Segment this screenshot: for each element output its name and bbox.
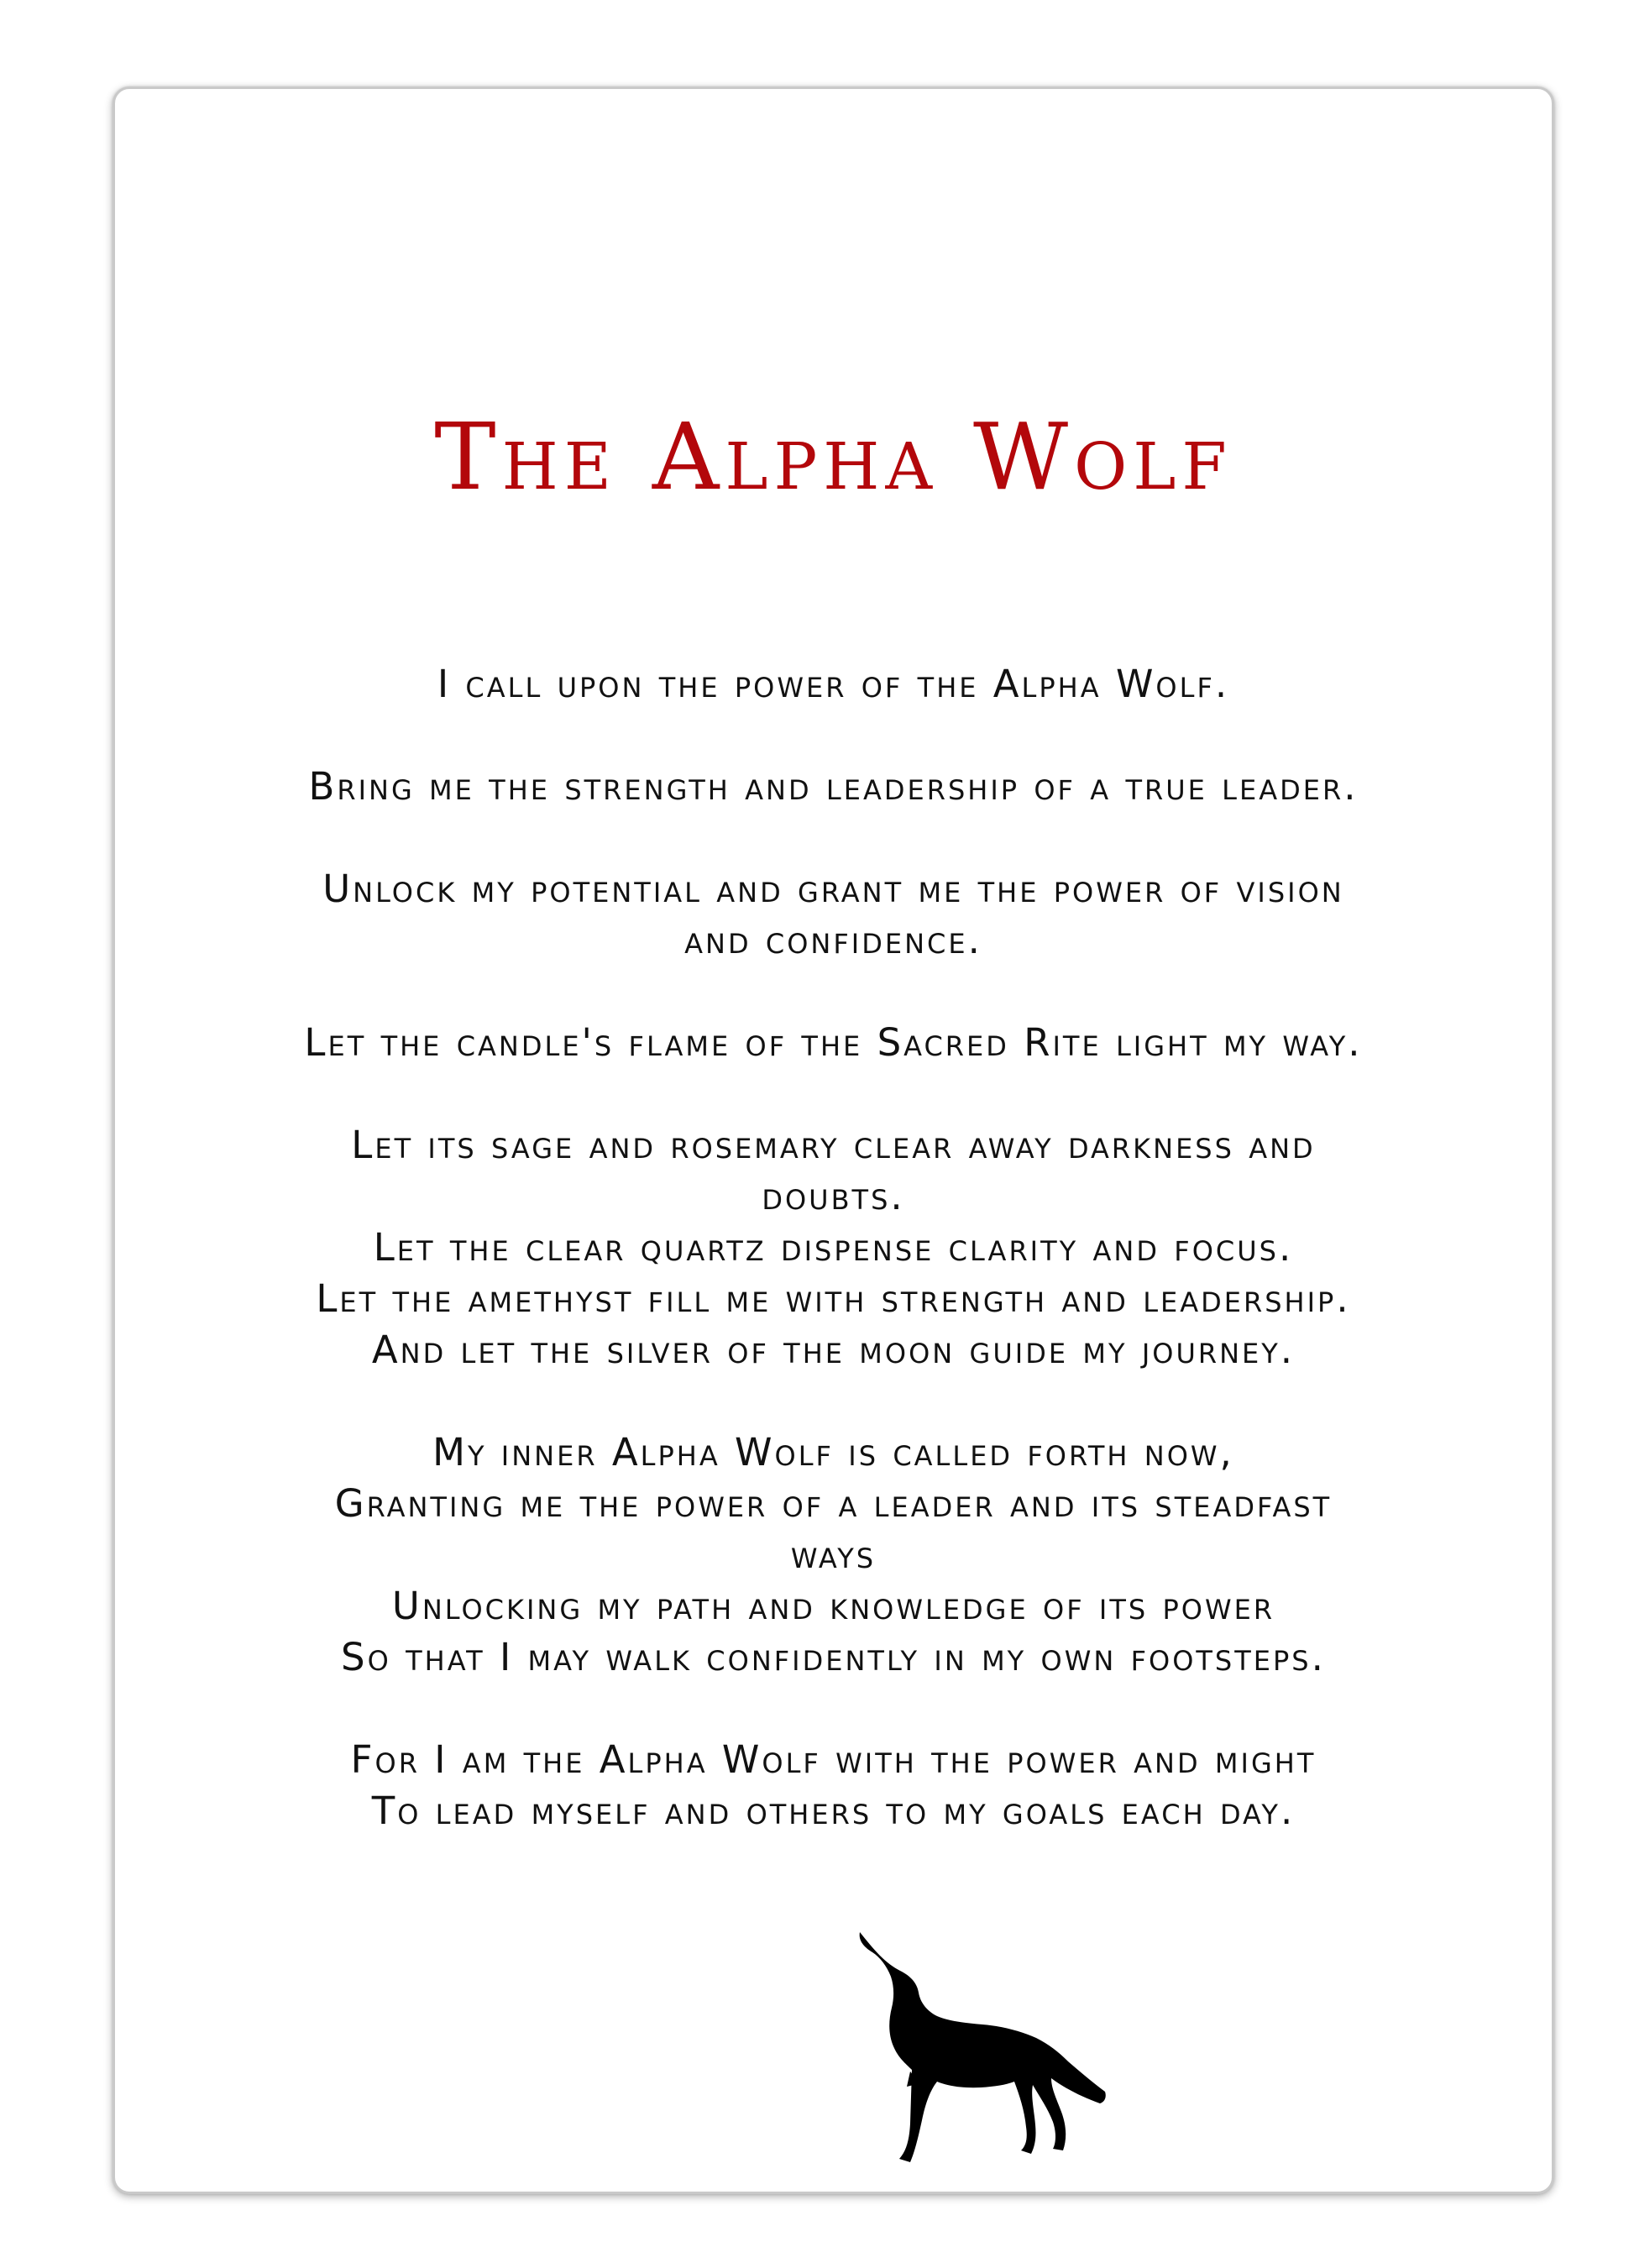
poem-body	[115, 658, 1552, 1836]
poem-line: Granting me the power of a leader and its steadfast	[334, 1481, 1333, 1526]
poem-line: So that I may walk confidently in my own footsteps.	[341, 1635, 1326, 1679]
poem-line: doubts.	[762, 1174, 905, 1218]
stanza-7	[115, 1734, 1552, 1836]
poem-line: ways	[790, 1532, 877, 1577]
stanza-6	[115, 1427, 1552, 1683]
stanza-2	[115, 761, 1552, 812]
poem-line: For I am the Alpha Wolf with the power and might	[350, 1737, 1317, 1782]
poem-line: And let the silver of the moon guide my journey.	[371, 1328, 1296, 1372]
poem-line: To lead myself and others to my goals each day.	[371, 1789, 1296, 1833]
poem-line: Unlocking my path and knowledge of its power	[391, 1584, 1275, 1628]
poem-line: Let the clear quartz dispense clarity and focus.	[373, 1225, 1294, 1270]
poem-line: Bring me the strength and leadership of a true leader.	[308, 764, 1359, 809]
poem-line: Let its sage and rosemary clear away darkness and	[351, 1123, 1316, 1167]
stanza-1	[115, 658, 1552, 710]
poem-line: Unlock my potential and grant me the power of vision	[322, 867, 1344, 911]
howling-wolf-icon	[816, 1930, 1110, 2166]
stanza-4	[115, 1017, 1552, 1068]
poem-line: My inner Alpha Wolf is called forth now,	[432, 1430, 1234, 1474]
poem-line: Let the amethyst fill me with strength and leadership.	[316, 1276, 1351, 1321]
poem-line: I call upon the power of the Alpha Wolf.	[437, 662, 1230, 706]
stanza-5	[115, 1119, 1552, 1375]
poem-line: and confidence.	[684, 918, 982, 962]
document-card	[113, 86, 1554, 2194]
stanza-3	[115, 863, 1552, 966]
poem-line: Let the candle's flame of the Sacred Rite light my way.	[304, 1020, 1363, 1065]
document-title: The Alpha Wolf	[434, 403, 1233, 511]
